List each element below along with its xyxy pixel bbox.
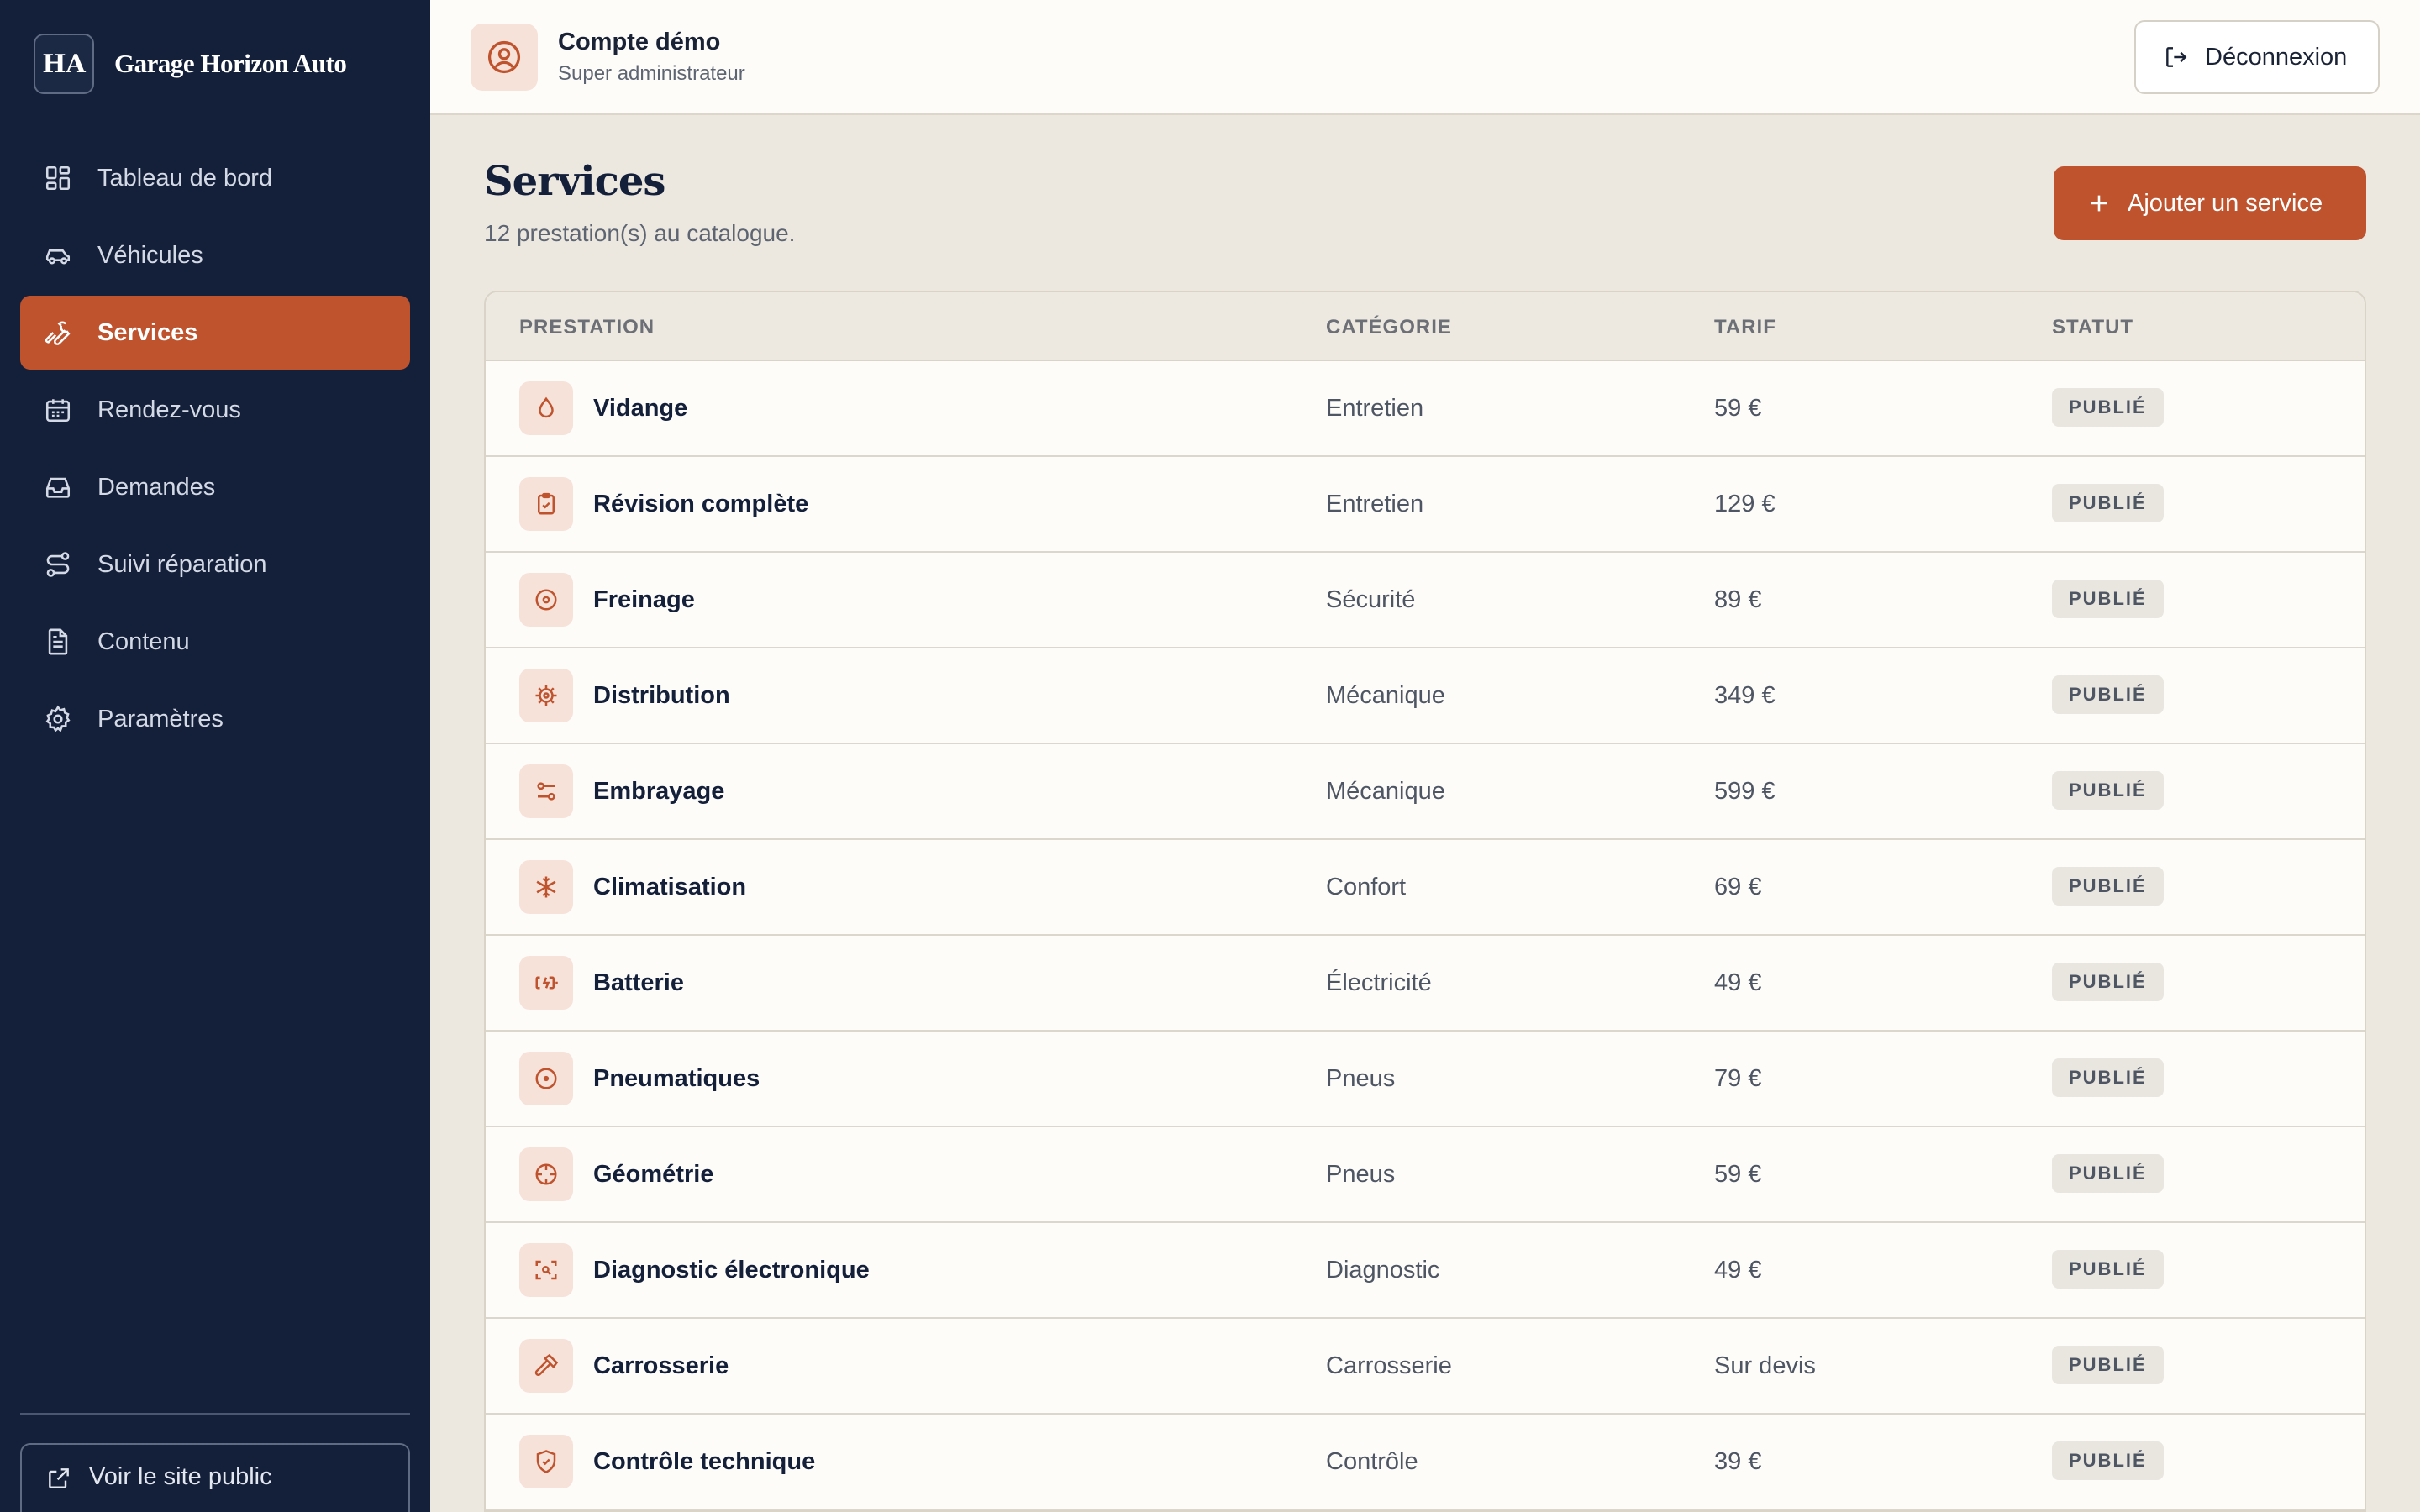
route-icon [44, 550, 72, 579]
battery-icon [534, 970, 559, 995]
status-badge: PUBLIÉ [2052, 484, 2164, 522]
service-icon [519, 764, 573, 818]
service-price: 59 € [1714, 1161, 1762, 1188]
status-badge: PUBLIÉ [2052, 388, 2164, 427]
page-title: Services [484, 158, 666, 205]
service-price: 39 € [1714, 1448, 1762, 1475]
service-category: Diagnostic [1326, 1257, 1440, 1284]
top-bar [430, 0, 2420, 115]
document-icon [44, 627, 72, 656]
plus-icon [2087, 192, 2111, 215]
service-price: Sur devis [1714, 1352, 1816, 1379]
avatar [471, 24, 538, 91]
sidebar-item-label: Rendez-vous [97, 396, 241, 423]
sidebar-nav [20, 141, 410, 759]
status-badge: PUBLIÉ [2052, 675, 2164, 714]
table-row[interactable] [486, 744, 2365, 840]
sidebar-item-settings[interactable] [20, 682, 410, 756]
snowflake-icon [534, 874, 559, 900]
view-public-site-button[interactable] [20, 1443, 410, 1512]
service-name: Pneumatiques [593, 1065, 760, 1092]
service-name: Batterie [593, 969, 684, 996]
service-icon [519, 477, 573, 531]
service-category: Pneus [1326, 1161, 1396, 1188]
logout-icon [2163, 44, 2190, 71]
service-icon [519, 860, 573, 914]
service-name: Distribution [593, 682, 730, 709]
table-row[interactable] [486, 1127, 2365, 1223]
wrench-icon [44, 318, 72, 347]
logout-label: Déconnexion [2205, 43, 2348, 71]
external-link-icon [45, 1465, 72, 1492]
user-name: Compte démo [558, 29, 721, 55]
service-name: Révision complète [593, 491, 809, 517]
status-badge: PUBLIÉ [2052, 1250, 2164, 1289]
table-row[interactable] [486, 936, 2365, 1032]
table-row[interactable] [486, 1223, 2365, 1319]
droplet-icon [534, 396, 559, 421]
service-category: Entretien [1326, 395, 1424, 422]
sidebar-divider [20, 1413, 410, 1415]
service-name: Géométrie [593, 1161, 714, 1188]
service-price: 49 € [1714, 969, 1762, 996]
service-price: 599 € [1714, 778, 1776, 805]
column-header-service[interactable]: PRESTATION [519, 316, 655, 339]
table-row[interactable] [486, 648, 2365, 744]
sidebar-item-vehicles[interactable] [20, 218, 410, 292]
brand[interactable] [34, 34, 346, 94]
service-icon [519, 669, 573, 722]
table-row[interactable] [486, 361, 2365, 457]
table-header [486, 292, 2365, 361]
sidebar-item-dashboard[interactable] [20, 141, 410, 215]
sidebar-item-label: Véhicules [97, 241, 203, 269]
services-table [484, 291, 2366, 1512]
calendar-icon [44, 396, 72, 424]
brand-logo: HA [34, 34, 94, 94]
service-name: Carrosserie [593, 1352, 729, 1379]
car-icon [44, 241, 72, 270]
service-icon [519, 1435, 573, 1488]
sidebar-item-repair-tracking[interactable] [20, 528, 410, 601]
page-subtitle: 12 prestation(s) au catalogue. [484, 220, 796, 246]
sidebar-item-label: Suivi réparation [97, 550, 267, 578]
sliders-icon [534, 779, 559, 804]
user-role: Super administrateur [558, 62, 745, 85]
service-category: Carrosserie [1326, 1352, 1452, 1379]
service-category: Électricité [1326, 969, 1432, 996]
service-category: Mécanique [1326, 778, 1445, 805]
crosshair-icon [534, 1162, 559, 1187]
view-public-site-label: Voir le site public [89, 1463, 272, 1490]
shield-check-icon [534, 1449, 559, 1474]
service-category: Entretien [1326, 491, 1424, 517]
sidebar [0, 0, 430, 1512]
service-name: Freinage [593, 586, 695, 613]
column-header-category[interactable]: CATÉGORIE [1326, 316, 1452, 339]
status-badge: PUBLIÉ [2052, 1058, 2164, 1097]
service-name: Diagnostic électronique [593, 1257, 870, 1284]
service-price: 79 € [1714, 1065, 1762, 1092]
brand-name: Garage Horizon Auto [114, 49, 347, 78]
service-category: Pneus [1326, 1065, 1396, 1092]
sidebar-item-services[interactable] [20, 296, 410, 370]
gear-icon [44, 705, 72, 733]
table-row[interactable] [486, 840, 2365, 936]
service-category: Mécanique [1326, 682, 1445, 709]
service-price: 69 € [1714, 874, 1762, 900]
sidebar-item-requests[interactable] [20, 450, 410, 524]
service-name: Climatisation [593, 874, 747, 900]
service-name: Embrayage [593, 778, 725, 805]
service-price: 59 € [1714, 395, 1762, 422]
service-icon [519, 956, 573, 1010]
status-badge: PUBLIÉ [2052, 1154, 2164, 1193]
table-row[interactable] [486, 1032, 2365, 1127]
logout-button[interactable] [2134, 20, 2380, 94]
sidebar-item-label: Contenu [97, 627, 190, 655]
status-badge: PUBLIÉ [2052, 1441, 2164, 1480]
dashboard-icon [44, 164, 72, 192]
service-icon [519, 1339, 573, 1393]
status-badge: PUBLIÉ [2052, 867, 2164, 906]
cog-icon [534, 683, 559, 708]
sidebar-item-label: Demandes [97, 473, 216, 501]
disc-icon [534, 587, 559, 612]
table-row[interactable] [486, 553, 2365, 648]
service-icon [519, 1147, 573, 1201]
sidebar-item-content[interactable] [20, 605, 410, 679]
status-badge: PUBLIÉ [2052, 963, 2164, 1001]
column-header-status[interactable]: STATUT [2052, 316, 2134, 339]
table-row[interactable] [486, 1415, 2365, 1510]
service-category: Sécurité [1326, 586, 1416, 613]
clipboard-check-icon [534, 491, 559, 517]
service-name: Contrôle technique [593, 1448, 816, 1475]
add-service-label: Ajouter un service [2128, 189, 2323, 217]
sidebar-item-label: Services [97, 318, 198, 346]
service-icon [519, 1243, 573, 1297]
service-name: Vidange [593, 395, 688, 422]
service-category: Confort [1326, 874, 1407, 900]
service-price: 129 € [1714, 491, 1776, 517]
user-circle-icon [486, 39, 523, 76]
hammer-icon [534, 1353, 559, 1378]
sidebar-item-label: Paramètres [97, 705, 224, 732]
status-badge: PUBLIÉ [2052, 1346, 2164, 1384]
tire-icon [534, 1066, 559, 1091]
inbox-icon [44, 473, 72, 501]
table-row[interactable] [486, 457, 2365, 553]
service-price: 49 € [1714, 1257, 1762, 1284]
service-category: Contrôle [1326, 1448, 1418, 1475]
add-service-button[interactable] [2054, 166, 2366, 240]
status-badge: PUBLIÉ [2052, 771, 2164, 810]
sidebar-item-label: Tableau de bord [97, 164, 272, 192]
sidebar-item-appointments[interactable] [20, 373, 410, 447]
scan-icon [534, 1257, 559, 1283]
service-price: 349 € [1714, 682, 1776, 709]
service-icon [519, 573, 573, 627]
column-header-price[interactable]: TARIF [1714, 316, 1776, 339]
table-row[interactable] [486, 1319, 2365, 1415]
service-icon [519, 381, 573, 435]
status-badge: PUBLIÉ [2052, 580, 2164, 618]
service-icon [519, 1052, 573, 1105]
service-price: 89 € [1714, 586, 1762, 613]
